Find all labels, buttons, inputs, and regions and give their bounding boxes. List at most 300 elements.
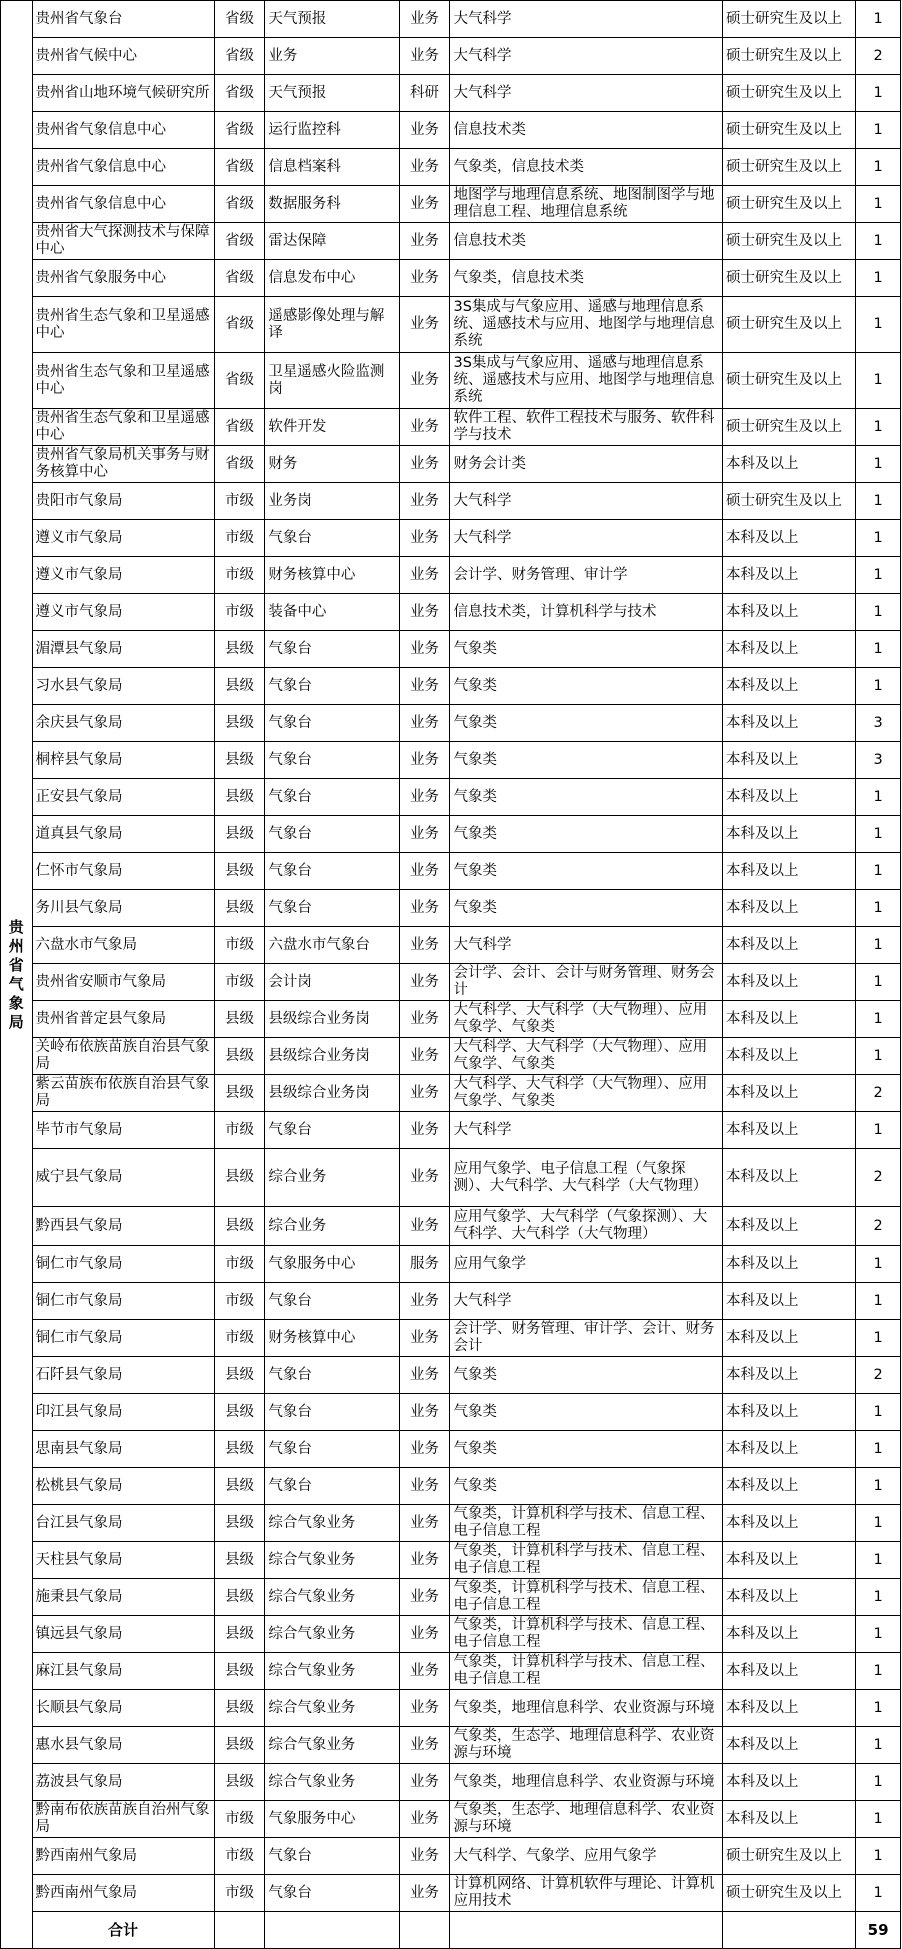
count-cell: 1 — [856, 297, 901, 353]
type-cell: 业务 — [399, 520, 450, 557]
type-cell: 业务 — [399, 557, 450, 594]
count-cell: 1 — [856, 631, 901, 668]
count-cell: 1 — [856, 409, 901, 446]
unit-cell: 黔西县气象局 — [32, 1207, 214, 1246]
table-row — [1, 1801, 901, 1838]
education-cell: 硕士研究生及以上 — [723, 1838, 856, 1875]
table-row — [1, 1149, 901, 1207]
major-cell: 大气科学 — [450, 1, 723, 38]
total-label: 合计 — [32, 1912, 214, 1949]
major-cell: 会计学、财务管理、审计学 — [450, 557, 723, 594]
unit-cell: 贵州省生态气象和卫星遥感中心 — [32, 409, 214, 446]
unit-cell: 毕节市气象局 — [32, 1112, 214, 1149]
table-row — [1, 112, 901, 149]
education-cell: 硕士研究生及以上 — [723, 260, 856, 297]
count-cell: 1 — [856, 1653, 901, 1690]
unit-cell: 余庆县气象局 — [32, 705, 214, 742]
count-cell: 1 — [856, 1283, 901, 1320]
table-row — [1, 816, 901, 853]
type-cell: 业务 — [399, 1727, 450, 1764]
education-cell: 本科及以上 — [723, 1579, 856, 1616]
post-cell: 气象台 — [265, 1468, 399, 1505]
table-row — [1, 409, 901, 446]
level-cell: 市级 — [214, 1112, 265, 1149]
education-cell: 硕士研究生及以上 — [723, 223, 856, 260]
major-cell: 气象类，计算机科学与技术、信息工程、电子信息工程 — [450, 1616, 723, 1653]
post-cell: 六盘水市气象台 — [265, 927, 399, 964]
level-cell: 县级 — [214, 1431, 265, 1468]
education-cell: 本科及以上 — [723, 1112, 856, 1149]
unit-cell: 贵州省山地环境气候研究所 — [32, 75, 214, 112]
post-cell: 综合气象业务 — [265, 1542, 399, 1579]
major-cell: 气象类 — [450, 816, 723, 853]
level-cell: 市级 — [214, 1838, 265, 1875]
major-cell: 大气科学 — [450, 520, 723, 557]
post-cell: 综合气象业务 — [265, 1727, 399, 1764]
type-cell: 业务 — [399, 1542, 450, 1579]
count-cell: 1 — [856, 1542, 901, 1579]
major-cell: 大气科学 — [450, 75, 723, 112]
major-cell: 气象类 — [450, 1431, 723, 1468]
unit-cell: 紫云苗族布依族自治县气象局 — [32, 1075, 214, 1112]
count-cell: 1 — [856, 149, 901, 186]
type-cell: 业务 — [399, 594, 450, 631]
unit-cell: 桐梓县气象局 — [32, 742, 214, 779]
education-cell: 硕士研究生及以上 — [723, 297, 856, 353]
major-cell: 气象类 — [450, 631, 723, 668]
table-row — [1, 1431, 901, 1468]
table-row — [1, 483, 901, 520]
type-cell: 业务 — [399, 149, 450, 186]
education-cell: 本科及以上 — [723, 742, 856, 779]
unit-cell: 贵州省普定县气象局 — [32, 1001, 214, 1038]
level-cell: 省级 — [214, 297, 265, 353]
unit-cell: 贵州省气象局机关事务与财务核算中心 — [32, 446, 214, 483]
type-cell: 业务 — [399, 927, 450, 964]
type-cell: 业务 — [399, 668, 450, 705]
type-cell: 业务 — [399, 1394, 450, 1431]
unit-cell: 镇远县气象局 — [32, 1616, 214, 1653]
major-cell: 气象类，计算机科学与技术、信息工程、电子信息工程 — [450, 1653, 723, 1690]
table-row — [1, 1075, 901, 1112]
unit-cell: 六盘水市气象局 — [32, 927, 214, 964]
table-row — [1, 1579, 901, 1616]
education-cell: 本科及以上 — [723, 1542, 856, 1579]
post-cell: 气象台 — [265, 1838, 399, 1875]
education-cell: 本科及以上 — [723, 1801, 856, 1838]
major-cell: 气象类，计算机科学与技术、信息工程、电子信息工程 — [450, 1505, 723, 1542]
education-cell: 本科及以上 — [723, 1207, 856, 1246]
type-cell: 业务 — [399, 1112, 450, 1149]
post-cell: 气象台 — [265, 853, 399, 890]
org-name: 贵州省气象局 — [8, 917, 24, 1031]
count-cell: 1 — [856, 1690, 901, 1727]
level-cell: 县级 — [214, 705, 265, 742]
count-cell: 1 — [856, 1001, 901, 1038]
count-cell: 2 — [856, 1075, 901, 1112]
post-cell: 卫星遥感火险监测岗 — [265, 353, 399, 409]
count-cell: 1 — [856, 1112, 901, 1149]
table-row — [1, 186, 901, 223]
major-cell: 气象类 — [450, 853, 723, 890]
education-cell: 硕士研究生及以上 — [723, 1875, 856, 1912]
level-cell: 县级 — [214, 1653, 265, 1690]
education-cell: 本科及以上 — [723, 964, 856, 1001]
unit-cell: 施秉县气象局 — [32, 1579, 214, 1616]
count-cell: 2 — [856, 1357, 901, 1394]
count-cell: 1 — [856, 353, 901, 409]
unit-cell: 麻江县气象局 — [32, 1653, 214, 1690]
count-cell: 1 — [856, 1320, 901, 1357]
major-cell: 财务会计类 — [450, 446, 723, 483]
type-cell: 业务 — [399, 446, 450, 483]
unit-cell: 贵州省气象信息中心 — [32, 149, 214, 186]
post-cell: 气象台 — [265, 705, 399, 742]
table-row — [1, 446, 901, 483]
education-cell: 本科及以上 — [723, 927, 856, 964]
unit-cell: 贵州省大气探测技术与保障中心 — [32, 223, 214, 260]
table-row — [1, 1357, 901, 1394]
major-cell: 气象类，计算机科学与技术、信息工程、电子信息工程 — [450, 1579, 723, 1616]
major-cell: 气象类 — [450, 1394, 723, 1431]
level-cell: 县级 — [214, 1038, 265, 1075]
type-cell: 业务 — [399, 1001, 450, 1038]
count-cell: 1 — [856, 1838, 901, 1875]
table-row — [1, 1616, 901, 1653]
level-cell: 市级 — [214, 1875, 265, 1912]
count-cell: 1 — [856, 260, 901, 297]
major-cell: 应用气象学、电子信息工程（气象探测）、大气科学、大气科学（大气物理） — [450, 1149, 723, 1207]
major-cell: 会计学、会计、会计与财务管理、财务会计 — [450, 964, 723, 1001]
count-cell: 2 — [856, 1149, 901, 1207]
education-cell: 本科及以上 — [723, 1001, 856, 1038]
major-cell: 大气科学、大气科学（大气物理）、应用气象学、气象类 — [450, 1001, 723, 1038]
education-cell: 本科及以上 — [723, 705, 856, 742]
level-cell: 县级 — [214, 1505, 265, 1542]
count-cell: 1 — [856, 1764, 901, 1801]
level-cell: 县级 — [214, 668, 265, 705]
empty-cell — [399, 1912, 450, 1949]
education-cell: 本科及以上 — [723, 1246, 856, 1283]
count-cell: 1 — [856, 520, 901, 557]
major-cell: 大气科学 — [450, 1112, 723, 1149]
major-cell: 大气科学 — [450, 1283, 723, 1320]
table-row — [1, 1320, 901, 1357]
level-cell: 省级 — [214, 409, 265, 446]
unit-cell: 黔西南州气象局 — [32, 1838, 214, 1875]
count-cell: 1 — [856, 1875, 901, 1912]
major-cell: 气象类，地理信息科学、农业资源与环境 — [450, 1764, 723, 1801]
level-cell: 县级 — [214, 631, 265, 668]
level-cell: 市级 — [214, 1801, 265, 1838]
table-row — [1, 1875, 901, 1912]
type-cell: 业务 — [399, 38, 450, 75]
unit-cell: 关岭布依族苗族自治县气象局 — [32, 1038, 214, 1075]
count-cell: 1 — [856, 1727, 901, 1764]
education-cell: 硕士研究生及以上 — [723, 112, 856, 149]
post-cell: 遥感影像处理与解译 — [265, 297, 399, 353]
unit-cell: 长顺县气象局 — [32, 1690, 214, 1727]
unit-cell: 黔南布依族苗族自治州气象局 — [32, 1801, 214, 1838]
count-cell: 1 — [856, 557, 901, 594]
post-cell: 气象服务中心 — [265, 1246, 399, 1283]
major-cell: 气象类 — [450, 705, 723, 742]
unit-cell: 松桃县气象局 — [32, 1468, 214, 1505]
table-row — [1, 594, 901, 631]
table-row — [1, 1727, 901, 1764]
unit-cell: 贵州省气象信息中心 — [32, 186, 214, 223]
type-cell: 业务 — [399, 1690, 450, 1727]
major-cell: 软件工程、软件工程技术与服务、软件科学与技术 — [450, 409, 723, 446]
level-cell: 县级 — [214, 1075, 265, 1112]
major-cell: 大气科学、大气科学（大气物理）、应用气象学、气象类 — [450, 1038, 723, 1075]
table-row — [1, 1207, 901, 1246]
major-cell: 会计学、财务管理、审计学、会计、财务会计 — [450, 1320, 723, 1357]
unit-cell: 石阡县气象局 — [32, 1357, 214, 1394]
count-cell: 1 — [856, 779, 901, 816]
count-cell: 1 — [856, 1431, 901, 1468]
education-cell: 本科及以上 — [723, 1468, 856, 1505]
org-name-cell — [1, 1, 33, 1949]
count-cell: 1 — [856, 223, 901, 260]
unit-cell: 惠水县气象局 — [32, 1727, 214, 1764]
education-cell: 本科及以上 — [723, 853, 856, 890]
table-row — [1, 38, 901, 75]
post-cell: 业务岗 — [265, 483, 399, 520]
major-cell: 气象类，地理信息科学、农业资源与环境 — [450, 1690, 723, 1727]
post-cell: 业务 — [265, 38, 399, 75]
education-cell: 硕士研究生及以上 — [723, 1, 856, 38]
education-cell: 本科及以上 — [723, 1727, 856, 1764]
table-row — [1, 1246, 901, 1283]
type-cell: 业务 — [399, 1838, 450, 1875]
count-cell: 1 — [856, 186, 901, 223]
post-cell: 综合业务 — [265, 1207, 399, 1246]
table-row — [1, 1690, 901, 1727]
count-cell: 1 — [856, 816, 901, 853]
type-cell: 业务 — [399, 409, 450, 446]
level-cell: 省级 — [214, 353, 265, 409]
post-cell: 综合气象业务 — [265, 1616, 399, 1653]
level-cell: 县级 — [214, 1764, 265, 1801]
table-row — [1, 1112, 901, 1149]
level-cell: 省级 — [214, 75, 265, 112]
count-cell: 2 — [856, 38, 901, 75]
table-row — [1, 779, 901, 816]
level-cell: 县级 — [214, 1468, 265, 1505]
type-cell: 业务 — [399, 1468, 450, 1505]
table-row — [1, 1394, 901, 1431]
count-cell: 1 — [856, 75, 901, 112]
table-row — [1, 520, 901, 557]
post-cell: 综合气象业务 — [265, 1764, 399, 1801]
education-cell: 本科及以上 — [723, 1320, 856, 1357]
education-cell: 本科及以上 — [723, 1653, 856, 1690]
type-cell: 业务 — [399, 1357, 450, 1394]
level-cell: 县级 — [214, 1727, 265, 1764]
education-cell: 本科及以上 — [723, 1075, 856, 1112]
empty-cell — [450, 1912, 723, 1949]
type-cell: 业务 — [399, 1764, 450, 1801]
level-cell: 省级 — [214, 446, 265, 483]
table-row — [1, 705, 901, 742]
level-cell: 市级 — [214, 483, 265, 520]
major-cell: 信息技术类，计算机科学与技术 — [450, 594, 723, 631]
post-cell: 气象台 — [265, 631, 399, 668]
type-cell: 业务 — [399, 1, 450, 38]
post-cell: 气象台 — [265, 1394, 399, 1431]
education-cell: 硕士研究生及以上 — [723, 38, 856, 75]
unit-cell: 务川县气象局 — [32, 890, 214, 927]
level-cell: 省级 — [214, 112, 265, 149]
education-cell: 本科及以上 — [723, 631, 856, 668]
table-row — [1, 1283, 901, 1320]
table-row — [1, 853, 901, 890]
major-cell: 计算机网络、计算机软件与理论、计算机应用技术 — [450, 1875, 723, 1912]
major-cell: 应用气象学 — [450, 1246, 723, 1283]
major-cell: 气象类 — [450, 668, 723, 705]
type-cell: 业务 — [399, 779, 450, 816]
level-cell: 县级 — [214, 742, 265, 779]
table-row — [1, 668, 901, 705]
count-cell: 1 — [856, 668, 901, 705]
unit-cell: 遵义市气象局 — [32, 557, 214, 594]
type-cell: 业务 — [399, 1431, 450, 1468]
type-cell: 业务 — [399, 1801, 450, 1838]
education-cell: 本科及以上 — [723, 1038, 856, 1075]
post-cell: 气象台 — [265, 1357, 399, 1394]
table-row — [1, 742, 901, 779]
unit-cell: 习水县气象局 — [32, 668, 214, 705]
post-cell: 天气预报 — [265, 75, 399, 112]
level-cell: 县级 — [214, 890, 265, 927]
unit-cell: 贵州省生态气象和卫星遥感中心 — [32, 353, 214, 409]
major-cell: 3S集成与气象应用、遥感与地理信息系统、遥感技术与应用、地图学与地理信息系统 — [450, 297, 723, 353]
unit-cell: 道真县气象局 — [32, 816, 214, 853]
post-cell: 财务核算中心 — [265, 1320, 399, 1357]
type-cell: 业务 — [399, 964, 450, 1001]
level-cell: 省级 — [214, 186, 265, 223]
education-cell: 本科及以上 — [723, 1505, 856, 1542]
table-row — [1, 1542, 901, 1579]
education-cell: 本科及以上 — [723, 1616, 856, 1653]
unit-cell: 贵州省气候中心 — [32, 38, 214, 75]
post-cell: 县级综合业务岗 — [265, 1075, 399, 1112]
type-cell: 业务 — [399, 353, 450, 409]
post-cell: 数据服务科 — [265, 186, 399, 223]
count-cell: 1 — [856, 483, 901, 520]
type-cell: 业务 — [399, 112, 450, 149]
level-cell: 省级 — [214, 260, 265, 297]
table-row — [1, 1764, 901, 1801]
post-cell: 气象台 — [265, 742, 399, 779]
unit-cell: 遵义市气象局 — [32, 594, 214, 631]
unit-cell: 威宁县气象局 — [32, 1149, 214, 1207]
count-cell: 1 — [856, 446, 901, 483]
type-cell: 服务 — [399, 1246, 450, 1283]
post-cell: 装备中心 — [265, 594, 399, 631]
level-cell: 市级 — [214, 557, 265, 594]
post-cell: 综合气象业务 — [265, 1505, 399, 1542]
post-cell: 雷达保障 — [265, 223, 399, 260]
post-cell: 运行监控科 — [265, 112, 399, 149]
post-cell: 综合气象业务 — [265, 1653, 399, 1690]
table-row — [1, 223, 901, 260]
major-cell: 信息技术类 — [450, 223, 723, 260]
total-count: 59 — [856, 1912, 901, 1949]
education-cell: 硕士研究生及以上 — [723, 186, 856, 223]
post-cell: 气象台 — [265, 1112, 399, 1149]
type-cell: 业务 — [399, 1149, 450, 1207]
type-cell: 业务 — [399, 1038, 450, 1075]
unit-cell: 铜仁市气象局 — [32, 1246, 214, 1283]
post-cell: 天气预报 — [265, 1, 399, 38]
count-cell: 1 — [856, 1, 901, 38]
education-cell: 本科及以上 — [723, 1149, 856, 1207]
unit-cell: 天柱县气象局 — [32, 1542, 214, 1579]
level-cell: 县级 — [214, 1357, 265, 1394]
education-cell: 本科及以上 — [723, 1394, 856, 1431]
major-cell: 气象类，信息技术类 — [450, 149, 723, 186]
type-cell: 业务 — [399, 1653, 450, 1690]
level-cell: 县级 — [214, 1394, 265, 1431]
level-cell: 县级 — [214, 1542, 265, 1579]
table-body — [1, 1, 901, 1949]
type-cell: 业务 — [399, 890, 450, 927]
post-cell: 信息档案科 — [265, 149, 399, 186]
level-cell: 市级 — [214, 927, 265, 964]
education-cell: 硕士研究生及以上 — [723, 149, 856, 186]
type-cell: 业务 — [399, 1505, 450, 1542]
education-cell: 本科及以上 — [723, 1357, 856, 1394]
education-cell: 本科及以上 — [723, 557, 856, 594]
type-cell: 业务 — [399, 483, 450, 520]
table-row — [1, 149, 901, 186]
post-cell: 气象台 — [265, 890, 399, 927]
empty-cell — [723, 1912, 856, 1949]
count-cell: 1 — [856, 853, 901, 890]
unit-cell: 印江县气象局 — [32, 1394, 214, 1431]
count-cell: 2 — [856, 1207, 901, 1246]
level-cell: 省级 — [214, 38, 265, 75]
empty-cell — [214, 1912, 265, 1949]
count-cell: 1 — [856, 1246, 901, 1283]
major-cell: 气象类 — [450, 890, 723, 927]
empty-cell — [265, 1912, 399, 1949]
level-cell: 省级 — [214, 1, 265, 38]
post-cell: 气象台 — [265, 520, 399, 557]
type-cell: 业务 — [399, 1579, 450, 1616]
post-cell: 综合业务 — [265, 1149, 399, 1207]
table-row — [1, 557, 901, 594]
unit-cell: 贵阳市气象局 — [32, 483, 214, 520]
unit-cell: 荔波县气象局 — [32, 1764, 214, 1801]
type-cell: 业务 — [399, 742, 450, 779]
table-row — [1, 964, 901, 1001]
unit-cell: 贵州省气象信息中心 — [32, 112, 214, 149]
post-cell: 软件开发 — [265, 409, 399, 446]
count-cell: 1 — [856, 1468, 901, 1505]
major-cell: 信息技术类 — [450, 112, 723, 149]
post-cell: 气象台 — [265, 668, 399, 705]
education-cell: 硕士研究生及以上 — [723, 75, 856, 112]
education-cell: 本科及以上 — [723, 594, 856, 631]
education-cell: 本科及以上 — [723, 816, 856, 853]
major-cell: 应用气象学、大气科学（气象探测）、大气科学、大气科学（大气物理） — [450, 1207, 723, 1246]
count-cell: 1 — [856, 927, 901, 964]
unit-cell: 贵州省安顺市气象局 — [32, 964, 214, 1001]
count-cell: 1 — [856, 1394, 901, 1431]
